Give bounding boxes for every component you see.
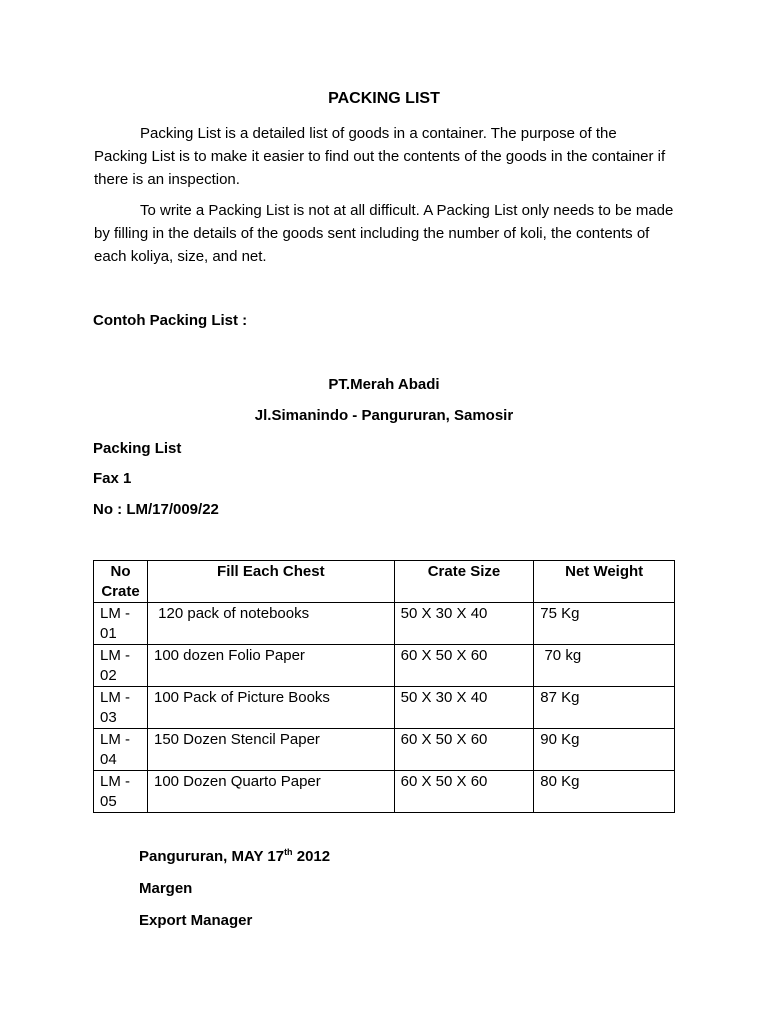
cell-size: 50 X 30 X 40 bbox=[394, 603, 534, 645]
table-header-row bbox=[94, 561, 675, 603]
cell-crate-no: LM - 01 bbox=[94, 603, 148, 645]
cell-contents: 150 Dozen Stencil Paper bbox=[147, 729, 394, 771]
cell-contents: 100 dozen Folio Paper bbox=[147, 645, 394, 687]
table-row bbox=[94, 771, 675, 813]
table-row bbox=[94, 729, 675, 771]
fax-label: Fax 1 bbox=[93, 470, 132, 487]
cell-contents: 120 pack of notebooks bbox=[147, 603, 394, 645]
cell-crate-no: LM - 04 bbox=[94, 729, 148, 771]
signatory-position: Export Manager bbox=[139, 912, 253, 929]
header-no-crate: No Crate bbox=[94, 561, 148, 603]
cell-weight: 75 Kg bbox=[534, 603, 675, 645]
cell-size: 60 X 50 X 60 bbox=[394, 729, 534, 771]
packing-table bbox=[93, 560, 675, 813]
cell-weight: 80 Kg bbox=[534, 771, 675, 813]
table-row bbox=[94, 645, 675, 687]
place-date-prefix: Pangururan, MAY 17 bbox=[139, 848, 285, 865]
cell-crate-no: LM - 05 bbox=[94, 771, 148, 813]
cell-size: 50 X 30 X 40 bbox=[394, 687, 534, 729]
cell-contents: 100 Pack of Picture Books bbox=[147, 687, 394, 729]
cell-crate-no: LM - 02 bbox=[94, 645, 148, 687]
cell-crate-no: LM - 03 bbox=[94, 687, 148, 729]
company-name: PT.Merah Abadi bbox=[328, 376, 440, 393]
place-date bbox=[139, 848, 330, 865]
date-year: 2012 bbox=[292, 848, 331, 865]
table-row bbox=[94, 603, 675, 645]
cell-contents: 100 Dozen Quarto Paper bbox=[147, 771, 394, 813]
table-row bbox=[94, 687, 675, 729]
document-title: PACKING LIST bbox=[328, 90, 440, 107]
cell-size: 60 X 50 X 60 bbox=[394, 771, 534, 813]
company-address: Jl.Simanindo - Pangururan, Samosir bbox=[254, 407, 514, 424]
intro-paragraph: Packing List is a detailed list of goods in a container. The purpose of the Packing List is to make it easier to find out the contents of the goods in the container if there is an inspection. bbox=[94, 125, 666, 188]
header-crate-size: Crate Size bbox=[394, 561, 534, 603]
cell-weight: 70 kg bbox=[534, 645, 675, 687]
instruction-paragraph: To write a Packing List is not at all difficult. A Packing List only needs to be made by filling in the details of the goods sent including the number of koli, the contents of each koliya, size, and net. bbox=[94, 202, 674, 265]
date-ordinal-suffix: th bbox=[284, 847, 293, 857]
cell-weight: 87 Kg bbox=[534, 687, 675, 729]
header-fill-each-chest: Fill Each Chest bbox=[147, 561, 394, 603]
signatory-name: Margen bbox=[139, 880, 193, 897]
example-heading: Contoh Packing List : bbox=[93, 312, 248, 329]
cell-weight: 90 Kg bbox=[534, 729, 675, 771]
cell-size: 60 X 50 X 60 bbox=[394, 645, 534, 687]
doc-type-label: Packing List bbox=[93, 440, 182, 457]
document-number: No : LM/17/009/22 bbox=[93, 501, 219, 518]
header-net-weight: Net Weight bbox=[534, 561, 675, 603]
